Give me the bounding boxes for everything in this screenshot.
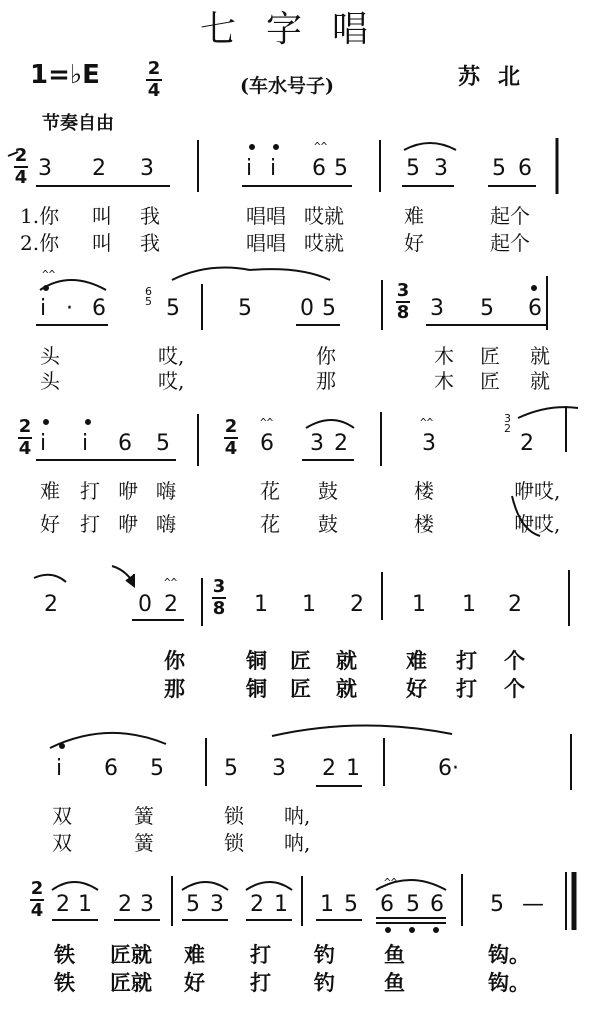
lyric: 鼓 [318, 512, 338, 536]
lyric: 嗨 [156, 512, 176, 536]
lyric: 簧 [134, 804, 154, 828]
note: 5 [238, 296, 252, 321]
slur [50, 733, 166, 748]
note: i [56, 756, 63, 781]
note: 3 [310, 431, 324, 456]
lyric: 1.你 [20, 204, 60, 228]
lyric: 楼 [414, 512, 434, 536]
lyric: 就 [530, 369, 550, 393]
lyric: 个 [504, 676, 525, 701]
note: 1 [302, 592, 316, 617]
lyric: 叫 [92, 204, 112, 228]
note: 6 [312, 156, 326, 181]
lyric: 唱唱 [246, 231, 286, 255]
note: 6 [380, 892, 394, 917]
key-signature: 1=♭E [30, 60, 100, 90]
octave-dot [44, 286, 48, 290]
octave-dot [250, 145, 254, 149]
lyric: 木 [434, 344, 454, 368]
lyric: 簧 [134, 831, 154, 855]
lyric: 花 [260, 479, 280, 503]
lyric: 我 [140, 231, 160, 255]
lyric: 咿哎, [514, 479, 561, 503]
note: 5 [156, 431, 170, 456]
meter-change: 2 4 [224, 416, 238, 459]
lyric: 好 [406, 676, 427, 701]
grace-note: 3 2 [504, 412, 511, 435]
lyric: 你 [316, 344, 336, 368]
note: 2 [508, 592, 522, 617]
lyric: 鼓 [318, 479, 338, 503]
lyric: 鱼 [384, 970, 405, 995]
note: i [82, 431, 89, 456]
lyric: 起个 [490, 231, 530, 255]
octave-dot [434, 928, 438, 932]
slur [182, 882, 228, 890]
octave-dot [86, 420, 90, 424]
slur [404, 143, 456, 150]
ornament-mark: ^^ [260, 416, 274, 429]
lyric: 匠就 [110, 942, 152, 967]
note: 5 [492, 156, 506, 181]
octave-dot [44, 420, 48, 424]
lyric: 钓 [314, 942, 335, 967]
lyric: 匠 [480, 369, 500, 393]
note: 6 [528, 296, 542, 321]
lyric: 个 [504, 648, 525, 673]
ornament-mark: ^^ [314, 140, 328, 153]
lyric: 花 [260, 512, 280, 536]
lyric: 我 [140, 204, 160, 228]
octave-dot [274, 145, 278, 149]
lyric: 匠 [290, 648, 311, 673]
note: 3 [434, 156, 448, 181]
lyric: 匠 [290, 676, 311, 701]
lyric: 就 [336, 648, 357, 673]
lyric: 呐, [284, 804, 311, 828]
lyric: 打 [456, 676, 477, 701]
lyric: 好 [184, 970, 205, 995]
subtitle: (车水号子) [240, 75, 334, 97]
lyric: 头 [40, 344, 60, 368]
lyric: 难 [40, 479, 60, 503]
lyric: 钩。 [488, 942, 530, 967]
ornament-mark: ^^ [420, 416, 434, 429]
lyric: 咿 [118, 512, 138, 536]
note: · [66, 296, 73, 321]
note: 2 [520, 431, 534, 456]
slur [250, 269, 330, 280]
lyric: 打 [250, 942, 271, 967]
dash: — [522, 892, 544, 917]
slur [272, 725, 452, 736]
ornament-mark: ^^ [384, 876, 398, 889]
song-title: 七字唱 [200, 9, 399, 50]
note: 2 [164, 592, 178, 617]
lyric-tie [512, 496, 540, 536]
meter-change: 3 8 [212, 576, 226, 619]
lyric: 打 [80, 479, 100, 503]
lyric: 难 [404, 204, 424, 228]
octave-dot [410, 928, 414, 932]
lyric: 双 [52, 804, 72, 828]
note: 2 [118, 892, 132, 917]
slur [34, 575, 66, 582]
octave-dot [386, 928, 390, 932]
note: 5 [480, 296, 494, 321]
note: 1 [346, 756, 360, 781]
note: 1 [78, 892, 92, 917]
note: 5 [344, 892, 358, 917]
lyric: 难 [406, 648, 427, 673]
note: 2 [56, 892, 70, 917]
lyric: 钩。 [488, 970, 530, 995]
lyric: 匠就 [110, 970, 152, 995]
note: 2 [250, 892, 264, 917]
note: 2 [334, 431, 348, 456]
note: 0 [300, 296, 314, 321]
lyric: 嗨 [156, 479, 176, 503]
ornament-mark: ^^ [42, 268, 56, 281]
lyric: 咿哎, [514, 512, 561, 536]
lyric: 钓 [314, 970, 335, 995]
lyric: 锁 [224, 831, 244, 855]
lyric: 哎, [158, 344, 185, 368]
lyric: 哎, [158, 369, 185, 393]
lyric: 2.你 [20, 231, 60, 255]
lyric: 那 [316, 369, 336, 393]
lyric: 双 [52, 831, 72, 855]
note: 3 [210, 892, 224, 917]
octave-dot [60, 744, 64, 748]
lyric: 打 [456, 648, 477, 673]
tempo-marking: 节奏自由 [42, 113, 114, 134]
note: 5 [150, 756, 164, 781]
note: 6 [92, 296, 106, 321]
note: 6 [430, 892, 444, 917]
lyric: 头 [40, 369, 60, 393]
note: 5 [490, 892, 504, 917]
slur [376, 880, 446, 890]
note: 5 [406, 892, 420, 917]
slur [306, 420, 354, 428]
note: 1 [320, 892, 334, 917]
note: 6 [518, 156, 532, 181]
note: 5 [322, 296, 336, 321]
note: 3 [38, 156, 52, 181]
meter-change: 3 8 [396, 280, 410, 323]
note: 5 [406, 156, 420, 181]
note: 2 [92, 156, 106, 181]
note: 5 [166, 296, 180, 321]
lyric: 铜 [246, 676, 267, 701]
lyric: 难 [184, 942, 205, 967]
octave-dot [532, 286, 536, 290]
slur [518, 407, 578, 418]
lyric: 铁 [54, 970, 75, 995]
lyric: 铁 [54, 942, 75, 967]
lyric: 打 [250, 970, 271, 995]
note: 2 [350, 592, 364, 617]
lyric: 打 [80, 512, 100, 536]
region-label: 苏北 [458, 64, 539, 90]
slur [52, 882, 98, 890]
note: 5 [186, 892, 200, 917]
lyric: 锁 [224, 804, 244, 828]
note: 3 [430, 296, 444, 321]
note: 3 [140, 892, 154, 917]
slur [40, 280, 106, 290]
note: 1 [274, 892, 288, 917]
note: 6 [260, 431, 274, 456]
lyric: 起个 [490, 204, 530, 228]
note: 6· [438, 756, 459, 781]
lyric: 那 [164, 676, 185, 701]
slur [246, 882, 292, 890]
note: 6 [118, 431, 132, 456]
note: i [246, 156, 253, 181]
slur [172, 268, 250, 280]
lyric: 好 [40, 512, 60, 536]
ornament-mark: ^^ [164, 576, 178, 589]
grace-note: 6 5 [145, 285, 152, 308]
lyric: 好 [404, 231, 424, 255]
note: i [40, 296, 47, 321]
lyric: 匠 [480, 344, 500, 368]
lyric: 铜 [246, 648, 267, 673]
meter-change: 2 4 [30, 878, 44, 921]
note: 2 [322, 756, 336, 781]
note: 1 [254, 592, 268, 617]
lyric: 你 [164, 648, 185, 673]
note: 1 [412, 592, 426, 617]
note: 3 [140, 156, 154, 181]
tick [8, 152, 18, 156]
lyric: 咿 [118, 479, 138, 503]
lyric: 木 [434, 369, 454, 393]
note: 5 [334, 156, 348, 181]
note: i [40, 431, 47, 456]
lyric: 就 [336, 676, 357, 701]
lyric: 哎就 [304, 231, 344, 255]
lyric: 唱唱 [246, 204, 286, 228]
note: 0 [138, 592, 152, 617]
lyric: 哎就 [304, 204, 344, 228]
lyric: 就 [530, 344, 550, 368]
note: 2 [44, 592, 58, 617]
note: 6 [104, 756, 118, 781]
note: 3 [272, 756, 286, 781]
note: 3 [422, 431, 436, 456]
meter-change: 2 4 [18, 416, 32, 459]
time-signature: 2 4 [147, 58, 161, 101]
note: i [270, 156, 277, 181]
lyric: 楼 [414, 479, 434, 503]
note: 5 [224, 756, 238, 781]
time-signature-system-1: 2 4 [14, 145, 28, 188]
lyric: 鱼 [384, 942, 405, 967]
note: 1 [462, 592, 476, 617]
lyric: 呐, [284, 831, 311, 855]
lyric: 叫 [92, 231, 112, 255]
